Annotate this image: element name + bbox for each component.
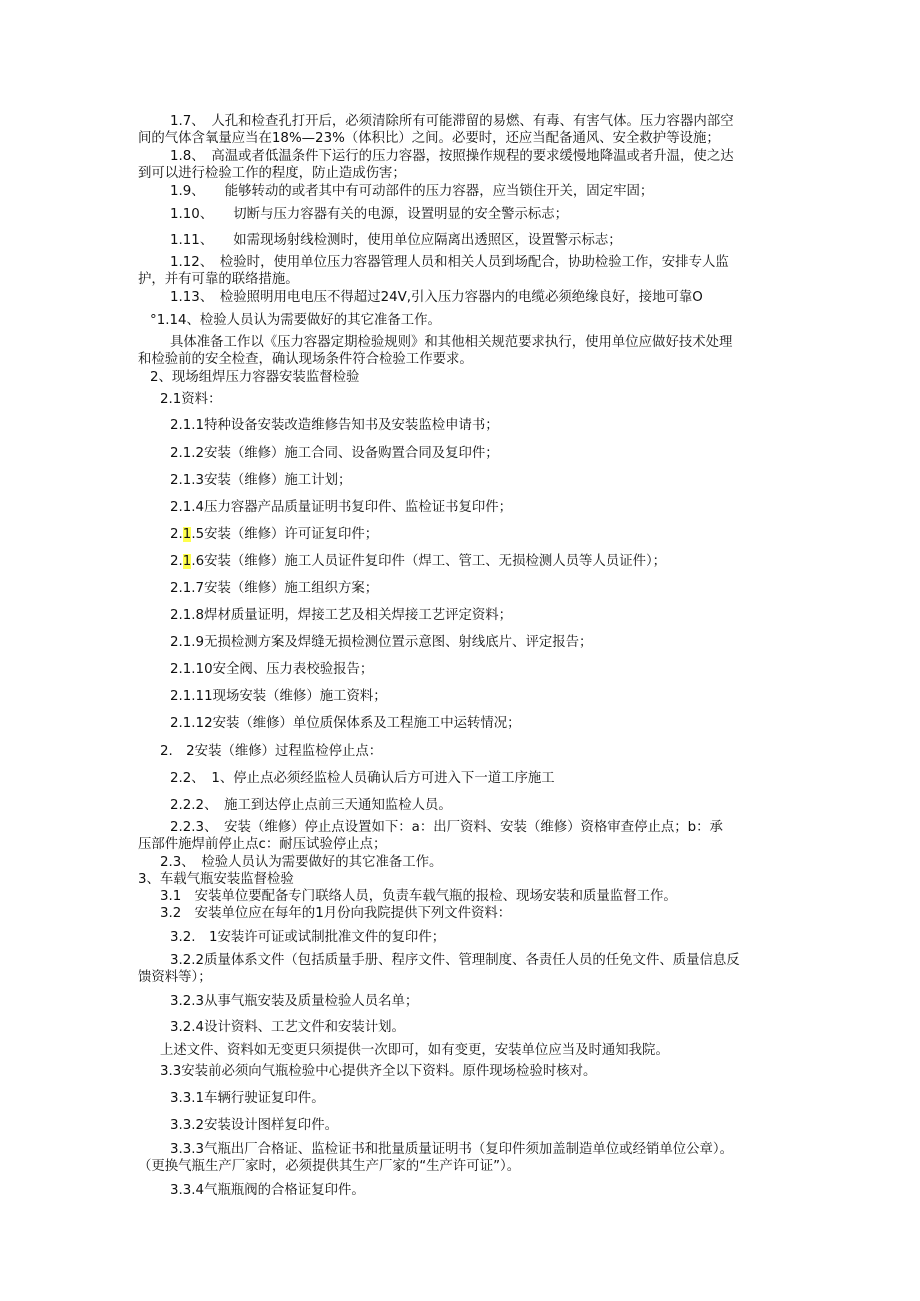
list-item: 2.1.10安全阀、压力表校验报告； xyxy=(170,662,374,677)
text-line: 3.2 安装单位应在每年的1月份向我院提供下列文件资料： xyxy=(160,906,512,921)
text-line: 间的气体含氧量应当在18%—23%（体积比）之间。必要时，还应当配备通风、安全救护等设施； xyxy=(138,131,720,146)
list-item: 2.1.1特种设备安装改造维修告知书及安装监检申请书； xyxy=(170,418,499,433)
text-line: 2. 2安装（维修）过程监检停止点： xyxy=(160,744,383,759)
text-line: 1.8、 高温或者低温条件下运行的压力容器，按照操作规程的要求缓慢地降温或者升温，使之达 xyxy=(170,149,734,164)
list-item: 2.2.3、 安装（维修）停止点设置如下：a：出厂资料、安装（维修）资格审查停止点；b：承 xyxy=(170,820,723,835)
list-item: 2.1.7安装（维修）施工组织方案； xyxy=(170,581,379,596)
text-highlight: 1 xyxy=(182,527,192,542)
text-line: 压部件施焊前停止点c：耐压试验停止点； xyxy=(138,837,387,852)
list-item: 3.3.4气瓶瓶阀的合格证复印件。 xyxy=(170,1183,365,1198)
text-line: 1.7、 人孔和检查孔打开后，必须清除所有可能滞留的易燃、有毒、有害气体。压力容器内部空 xyxy=(170,114,734,129)
list-item-highlighted: 2.1.6安装（维修）施工人员证件复印件（焊工、管工、无损检测人员等人员证件）； xyxy=(170,554,667,569)
list-item: 2.1.9无损检测方案及焊缝无损检测位置示意图、射线底片、评定报告； xyxy=(170,635,593,650)
text-line: 护，并有可靠的联络措施。 xyxy=(138,272,299,287)
text-line: 1.10、 切断与压力容器有关的电源，设置明显的安全警示标志； xyxy=(170,207,569,222)
section-heading: 3、车载气瓶安装监督检验 xyxy=(138,872,294,887)
text-line: 3.3安装前必须向气瓶检验中心提供齐全以下资料。原件现场检验时核对。 xyxy=(160,1064,597,1079)
text-line: 和检验前的安全检查，确认现场条件符合检验工作要求。 xyxy=(138,352,473,367)
list-item: 3.2. 1安装许可证或试制批准文件的复印件； xyxy=(170,930,446,945)
text-line: °1.14、检验人员认为需要做好的其它准备工作。 xyxy=(150,313,441,328)
list-item: 2.1.8焊材质量证明，焊接工艺及相关焊接工艺评定资料； xyxy=(170,608,513,623)
list-item: 2.1.4压力容器产品质量证明书复印件、监检证书复印件； xyxy=(170,500,513,515)
text-line: 3.1 安装单位要配备专门联络人员，负责车载气瓶的报检、现场安装和质量监督工作。 xyxy=(160,889,677,904)
text-line: 到可以进行检验工作的程度，防止造成伤害； xyxy=(138,166,406,181)
text-highlight: 1 xyxy=(182,554,192,569)
list-item: 2.1.3安装（维修）施工计划； xyxy=(170,473,352,488)
list-item: 3.2.2质量体系文件（包括质量手册、程序文件、管理制度、各责任人员的任免文件、质量信息反 xyxy=(170,953,740,968)
text-line: 馈资料等）； xyxy=(138,970,212,985)
list-item: 2.1.12安装（维修）单位质保体系及工程施工中运转情况； xyxy=(170,716,521,731)
text-line: 1.13、 检验照明用电电压不得超过24V,引入压力容器内的电缆必须绝缘良好，接地可靠O xyxy=(170,290,703,305)
text-line: （更换气瓶生产厂家时，必须提供其生产厂家的“生产许可证”）。 xyxy=(138,1159,521,1174)
text-line: 2.1资料： xyxy=(160,392,222,407)
list-item: 2.1.11现场安装（维修）施工资料； xyxy=(170,689,387,704)
list-item: 3.2.4设计资料、工艺文件和安装计划。 xyxy=(170,1020,405,1035)
text-line: 1.12、 检验时，使用单位压力容器管理人员和相关人员到场配合，协助检验工作，安排专人监 xyxy=(170,255,729,270)
list-item: 3.2.3从事气瓶安装及质量检验人员名单； xyxy=(170,994,419,1009)
list-item: 3.3.3气瓶出厂合格证、监检证书和批量质量证明书（复印件须加盖制造单位或经销单位公章）。 xyxy=(170,1142,733,1157)
list-item-highlighted: 2.1.5安装（维修）许可证复印件； xyxy=(170,527,379,542)
text-line: 2.3、 检验人员认为需要做好的其它准备工作。 xyxy=(160,855,443,870)
text-line: 具体准备工作以《压力容器定期检验规则》和其他相关规范要求执行，使用单位应做好技术处理 xyxy=(170,335,733,350)
list-item: 3.3.2安装设计图样复印件。 xyxy=(170,1118,338,1133)
text-line: 1.11、 如需现场射线检测时，使用单位应隔离出透照区，设置警示标志； xyxy=(170,233,622,248)
text-line: 上述文件、资料如无变更只须提供一次即可，如有变更，安装单位应当及时通知我院。 xyxy=(160,1043,669,1058)
list-item: 2.2.2、 施工到达停止点前三天通知监检人员。 xyxy=(170,798,452,813)
section-heading: 2、现场组焊压力容器安装监督检验 xyxy=(150,370,360,385)
list-item: 3.3.1车辆行驶证复印件。 xyxy=(170,1091,325,1106)
text-line: 1.9、 能够转动的或者其中有可动部件的压力容器，应当锁住开关，固定牢固； xyxy=(170,184,654,199)
list-item: 2.1.2安装（维修）施工合同、设备购置合同及复印件； xyxy=(170,446,499,461)
list-item: 2.2、 1、停止点必须经监检人员确认后方可进入下一道工序施工 xyxy=(170,771,555,786)
